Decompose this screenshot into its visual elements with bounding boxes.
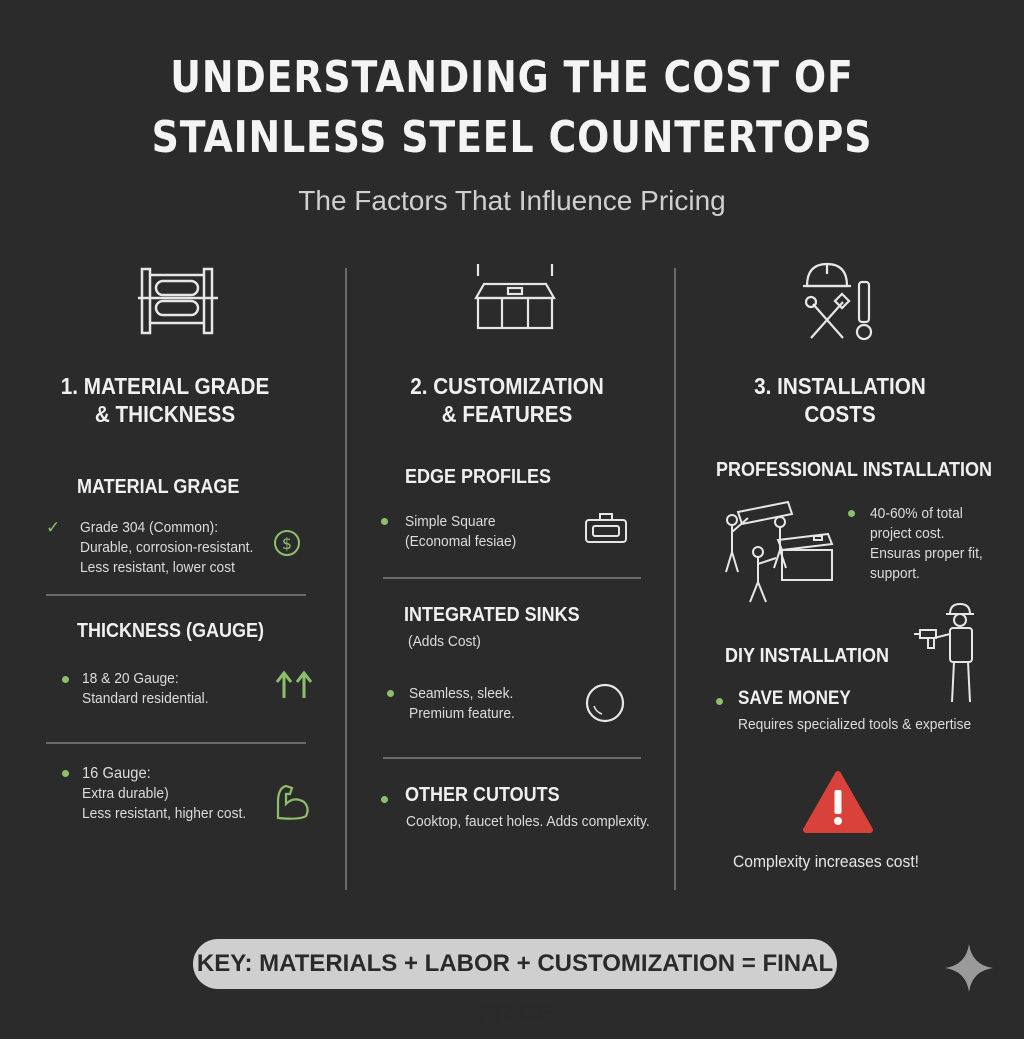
professional-installation-text bbox=[870, 504, 983, 584]
column-heading-customization bbox=[395, 372, 620, 428]
section-title-material-grade: MATERIAL GRAGE bbox=[77, 476, 240, 498]
gauge-18-20-text bbox=[82, 669, 209, 709]
dollar-coin-icon bbox=[272, 528, 302, 562]
column-heading-line: COSTS bbox=[804, 401, 876, 427]
other-cutouts-text: Cooktop, faucet holes. Adds complexity. bbox=[406, 813, 650, 830]
text-line: Less resistant, higher cost. bbox=[82, 805, 247, 822]
title-line-2: STAINLESS STEEL COUNTERTOPS bbox=[151, 112, 873, 163]
section-title-edge-profiles: EDGE PROFILES bbox=[405, 466, 552, 488]
text-line: 18 & 20 Gauge: bbox=[82, 670, 179, 687]
text-line: Simple Square bbox=[405, 513, 496, 530]
text-line: Less resistant, lower cost bbox=[80, 559, 235, 576]
bullet-dot bbox=[387, 690, 394, 697]
column-heading-installation bbox=[728, 372, 953, 428]
text-line: 40-60% of total bbox=[870, 505, 963, 522]
check-icon: ✓ bbox=[46, 518, 61, 538]
edge-profiles-text bbox=[405, 512, 516, 552]
round-sink-icon bbox=[584, 682, 626, 728]
bullet-dot bbox=[716, 698, 723, 705]
text-line: Grade 304 (Common): bbox=[80, 519, 219, 536]
integrated-sinks-text bbox=[409, 684, 515, 724]
section-title-integrated-sinks: INTEGRATED SINKS bbox=[404, 604, 580, 626]
adds-cost-note: (Adds Cost) bbox=[408, 633, 481, 650]
save-money-label: SAVE MONEY bbox=[738, 688, 851, 709]
column-divider-2 bbox=[674, 268, 676, 890]
title-line-1: UNDERSTANDING THE COST OF bbox=[170, 52, 854, 103]
square-sink-icon bbox=[584, 508, 628, 548]
column-heading-material bbox=[53, 372, 278, 428]
flexed-arm-icon bbox=[272, 782, 312, 826]
sparkle-icon bbox=[943, 942, 995, 998]
gauge-16-text bbox=[82, 764, 246, 824]
text-line: Extra durable) bbox=[82, 785, 169, 802]
countertop-icon bbox=[472, 262, 558, 336]
text-line: project cost. bbox=[870, 525, 945, 542]
section-title-professional-installation: PROFESSIONAL INSTALLATION bbox=[716, 459, 993, 481]
key-formula-banner: KEY: MATERIALS + LABOR + CUSTOMIZATION = FINAL PRICE bbox=[193, 939, 837, 989]
section-divider bbox=[383, 577, 641, 579]
grade-304-text bbox=[80, 518, 253, 578]
installers-icon bbox=[718, 498, 838, 610]
text-line: support. bbox=[870, 565, 920, 582]
text-line: (Economal fesiae) bbox=[405, 533, 517, 550]
bullet-dot bbox=[381, 796, 388, 803]
diy-installation-text: Requires specialized tools & expertise bbox=[738, 716, 972, 733]
text-line: Ensuras proper fit, bbox=[870, 545, 983, 562]
subtitle: The Factors That Influence Pricing bbox=[298, 185, 726, 216]
bullet-dot bbox=[62, 676, 69, 683]
section-divider bbox=[46, 742, 306, 744]
section-divider bbox=[46, 594, 306, 596]
bullet-dot bbox=[381, 518, 388, 525]
section-title-other-cutouts: OTHER CUTOUTS bbox=[405, 784, 560, 806]
section-title-diy-installation: DIY INSTALLATION bbox=[725, 645, 889, 667]
worker-drill-icon bbox=[914, 600, 984, 710]
text-line: Seamless, sleek. bbox=[409, 685, 514, 702]
text-line: Premium feature. bbox=[409, 705, 515, 722]
text-line: 16 Gauge: bbox=[82, 765, 151, 782]
column-heading-line: 3. INSTALLATION bbox=[754, 373, 926, 399]
double-up-arrow-icon bbox=[274, 670, 314, 704]
column-heading-line: & THICKNESS bbox=[94, 401, 236, 427]
text-line: Standard residential. bbox=[82, 690, 209, 707]
svg-text:$: $ bbox=[281, 534, 293, 553]
section-title-thickness: THICKNESS (GAUGE) bbox=[77, 620, 265, 642]
warning-text: Complexity increases cost! bbox=[733, 852, 920, 871]
column-heading-line: & FEATURES bbox=[441, 401, 573, 427]
column-heading-line: 2. CUSTOMIZATION bbox=[410, 373, 604, 399]
sheet-metal-rolling-machine-icon bbox=[138, 265, 218, 339]
bullet-dot bbox=[62, 770, 69, 777]
warning-icon bbox=[802, 770, 874, 838]
hardhat-tools-icon bbox=[803, 258, 877, 346]
bullet-dot bbox=[848, 510, 855, 517]
section-divider bbox=[383, 757, 641, 759]
column-heading-line: 1. MATERIAL GRADE bbox=[60, 373, 270, 399]
text-line: Durable, corrosion-resistant. bbox=[80, 539, 254, 556]
column-divider-1 bbox=[345, 268, 347, 890]
